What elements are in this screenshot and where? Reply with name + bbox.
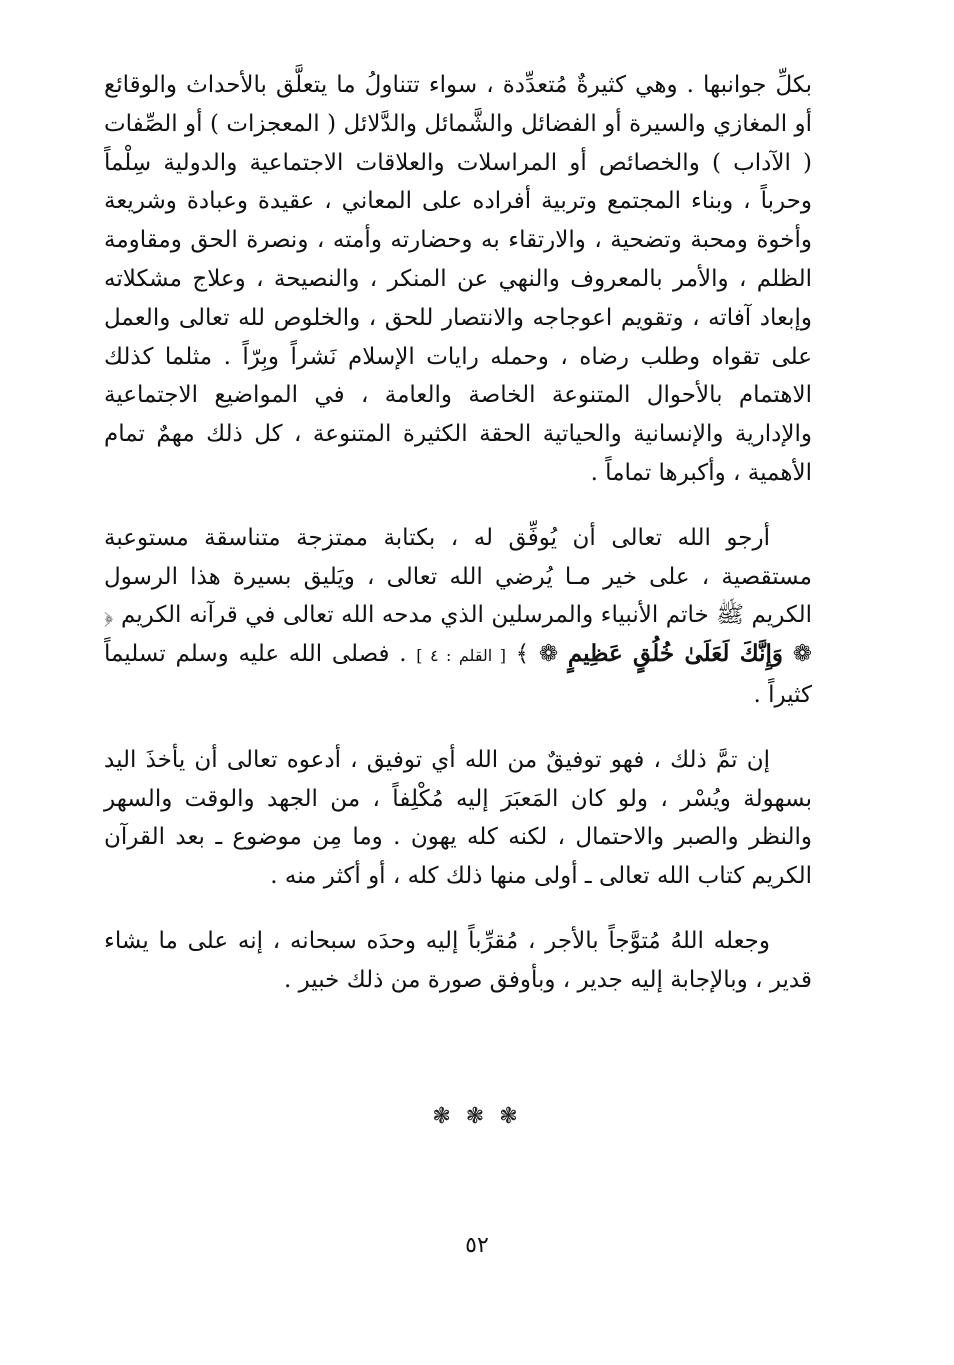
paragraph-2 bbox=[104, 519, 812, 715]
section-separator: ❃ ❃ ❃ bbox=[432, 1104, 522, 1129]
paragraph-4: وجعله اللهُ مُتوَّجاً بالأجر ، مُقرِّباً إليه وحدَه سبحانه ، إنه على ما يشاء قدير ، وبالإجابة إليه جدير ، وبأوفق صورة من ذلك خبير . bbox=[104, 927, 812, 993]
paragraph-gap bbox=[104, 493, 812, 519]
page-number: ٥٢ bbox=[465, 1233, 489, 1258]
paragraph-2-text-mid: ❁ ﴾ bbox=[505, 641, 568, 668]
paragraph-3: إن تمَّ ذلك ، فهو توفيقٌ من الله أي توفيق ، أدعوه تعالى أن يأخذَ اليد بسهولة ويُسْر ، ولو كان المَعبَرَ إليه مُكْلِفاً ، من الجهد والوقت والسهر والنظر والصبر والاحتمال ، لكنه كله يهون . وما مِن موضوع ـ بعد القرآن الكريم كتاب الله تعالى ـ أولى منها ذلك كله ، أو أكثر منه . bbox=[104, 746, 812, 890]
paragraph-2-text-after: . فصلى الله عليه وسلم تسليماً كثيراً . bbox=[104, 641, 812, 708]
quran-verse: وَإِنَّكَ لَعَلَىٰ خُلُقٍ عَظِيمٍ bbox=[567, 640, 784, 668]
paragraph-2-text-before: أرجو الله تعالى أن يُوفِّق له ، بكتابة ممتزجة متناسقة مستوعبة مستقصية ، على خير مـا يُرضي الله تعالى ، ويَليق بسيرة هذا الرسول الكريم ﷺ خاتم الأنبياء والمرسلين الذي مدحه الله تعالى في قرآنه الكريم ﴿ ❁ bbox=[104, 524, 812, 668]
verse-citation: [ القلم : ٤ ] bbox=[416, 646, 506, 666]
paragraph-gap bbox=[104, 896, 812, 922]
paragraph-1: بكلِّ جوانبها . وهي كثيرةٌ مُتعدِّدة ، سواء تتناولُ ما يتعلَّق بالأحداث والوقائع أو المغازي والسيرة أو الفضائل والشَّمائل والدَّلائل ( المعجزات ) أو الصِّفات ( الآداب ) والخصائص أو المراسلات والعلاقات الاجتماعية والدولية سِلْماً وحرباً ، وبناء المجتمع وتربية أفراده على المعاني ، عقيدة وعبادة وشريعة وأخوة ومحبة وتضحية ، والارتقاء به وحضارته وأمته ، ونصرة الحق ومقاومة الظلم ، والأمر بالمعروف والنهي عن المنكر ، والنصيحة ، وعلاج مشكلاته وإبعاد آفاته ، وتقويم اعوجاجه والانتصار للحق ، والخلوص لله تعالى والعمل على تقواه وطلب رضاه ، وحمله رايات الإسلام نَشراً وبِرّاً . مثلما كذلك الاهتمام بالأحوال المتنوعة الخاصة والعامة ، في المواضيع الاجتماعية والإدارية والإنسانية والحياتية الحقة الكثيرة المتنوعة ، كل ذلك مهمٌ تمام الأهمية ، وأكبرها تماماً . bbox=[104, 72, 812, 486]
page-body bbox=[104, 66, 812, 1000]
paragraph-gap bbox=[104, 715, 812, 741]
